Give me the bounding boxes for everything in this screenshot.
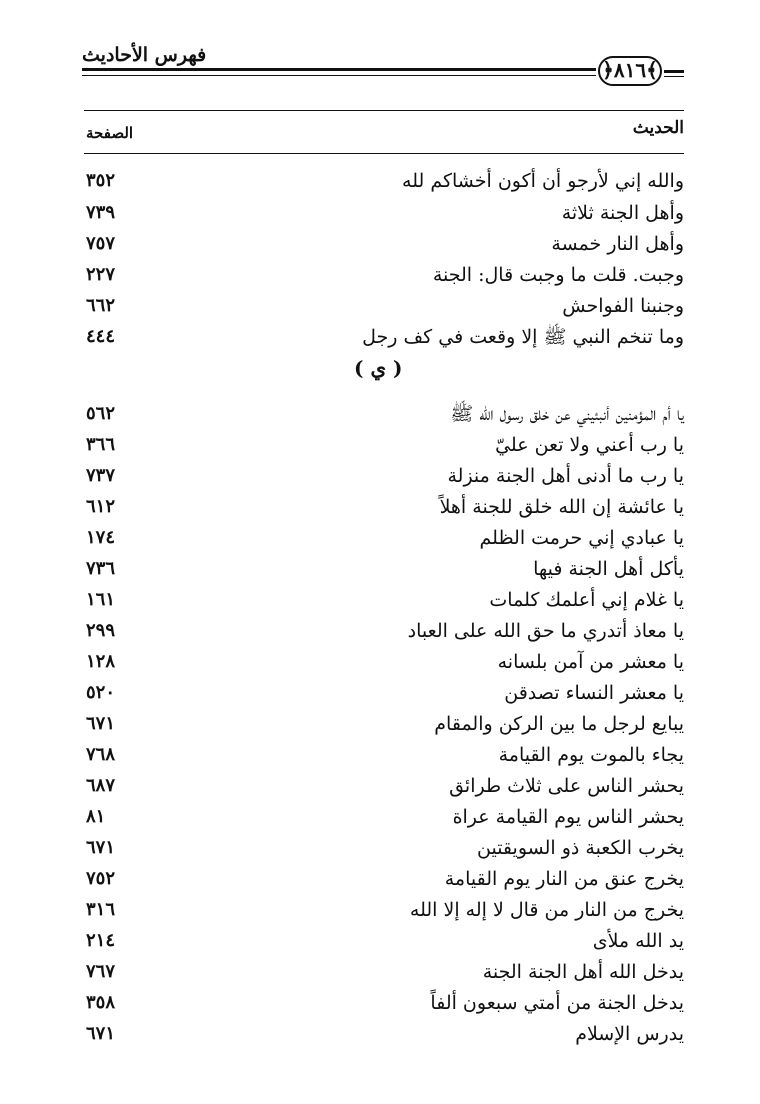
hadith-text: يا رب ما أدنى أهل الجنة منزلة <box>447 465 684 487</box>
page-ref: ٣١٦ <box>86 899 116 920</box>
page-ref: ٧٦٨ <box>86 744 116 765</box>
list-item <box>84 523 684 553</box>
page-ref: ٢١٤ <box>86 930 116 951</box>
page-ref: ١٢٨ <box>86 651 116 672</box>
hadith-text: يخرج من النار من قال لا إله إلا الله <box>409 899 684 921</box>
hadith-text: وما تنخم النبي ﷺ إلا وقعت في كف رجل <box>362 326 684 348</box>
page-ref: ٦٨٧ <box>86 775 116 796</box>
page-ref: ٨١ <box>86 806 106 827</box>
hadith-text: يا عبادي إني حرمت الظلم <box>479 527 684 549</box>
list-item <box>84 229 684 259</box>
hadith-text: وجنبنا الفواحش <box>562 295 684 317</box>
hadith-text: والله إني لأرجو أن أكون أخشاكم لله <box>402 170 684 192</box>
list-item <box>84 771 684 801</box>
hadith-text: يد الله ملأى <box>592 930 684 952</box>
page-ref: ٣٦٦ <box>86 434 116 455</box>
section-letter-heading: ( ي ) <box>354 356 403 380</box>
list-item <box>84 554 684 584</box>
hadith-text: وجبت. قلت ما وجبت قال: الجنة <box>432 264 684 286</box>
list-item <box>84 399 684 429</box>
list-item <box>84 833 684 863</box>
hadith-text: يأكل أهل الجنة فيها <box>533 558 684 580</box>
page-ref: ٦١٢ <box>86 496 116 517</box>
hadith-text: يخرج عنق من النار يوم القيامة <box>444 868 684 890</box>
page-ref: ٦٧١ <box>86 1023 116 1044</box>
list-item <box>84 166 684 196</box>
hadith-text: يا غلام إني أعلمك كلمات <box>489 589 684 611</box>
hadith-text: يدخل الجنة من أمتي سبعون ألفاً <box>430 992 684 1014</box>
hadith-text: يا معشر من آمن بلسانه <box>497 651 684 673</box>
list-item <box>84 926 684 956</box>
list-item <box>84 291 684 321</box>
list-item <box>84 322 684 352</box>
list-item <box>84 802 684 832</box>
hadith-text: يبايع لرجل ما بين الركن والمقام <box>434 713 684 735</box>
page-ref: ٥٦٢ <box>86 403 116 424</box>
column-header-page: الصفحة <box>86 124 134 142</box>
hadith-text: يحشر الناس يوم القيامة عراة <box>452 806 684 828</box>
hadith-text: يا معشر النساء تصدقن <box>504 682 684 704</box>
column-header-hadith: الحديث <box>632 118 684 138</box>
list-item <box>84 616 684 646</box>
page-ref: ٥٢٠ <box>86 682 116 703</box>
page-ref: ٣٥٨ <box>86 992 116 1013</box>
page-ref: ٦٧١ <box>86 713 116 734</box>
list-item <box>84 198 684 228</box>
page-number: ﴿٨١٦﴾ <box>598 56 662 86</box>
hadith-text: يدخل الله أهل الجنة الجنة <box>482 961 684 983</box>
hadith-text: يا عائشة إن الله خلق للجنة أهلاً <box>439 496 684 518</box>
list-item <box>84 585 684 615</box>
list-item <box>84 957 684 987</box>
page-ref: ١٦١ <box>86 589 116 610</box>
hadith-text: يدرس الإسلام <box>575 1023 684 1045</box>
hadith-text: وأهل النار خمسة <box>551 233 684 255</box>
list-item <box>84 260 684 290</box>
list-item <box>84 647 684 677</box>
hadith-text: يا أم المؤمنين أنبئيني عن خلق رسول الله ﷺ <box>450 403 684 425</box>
page-ref: ٢٩٩ <box>86 620 116 641</box>
page-ref: ٧٦٧ <box>86 961 116 982</box>
list-item <box>84 709 684 739</box>
list-item <box>84 988 684 1018</box>
page-ref: ٣٥٢ <box>86 170 116 191</box>
page-ref: ٧٣٩ <box>86 202 116 223</box>
page-ref: ٧٥٧ <box>86 233 116 254</box>
page-ref: ٦٦٢ <box>86 295 116 316</box>
hadith-text: يا معاذ أتدري ما حق الله على العباد <box>407 620 684 642</box>
list-item <box>84 430 684 460</box>
page-ref: ٦٧١ <box>86 837 116 858</box>
page-ref: ٧٣٧ <box>86 465 116 486</box>
page-ref: ١٧٤ <box>86 527 116 548</box>
list-item <box>84 678 684 708</box>
list-item <box>84 864 684 894</box>
hadith-text: يحشر الناس على ثلاث طرائق <box>449 775 684 797</box>
page-ref: ٤٤٤ <box>86 326 116 347</box>
page-ref: ٧٥٢ <box>86 868 116 889</box>
hadith-text: يجاء بالموت يوم القيامة <box>498 744 684 766</box>
hadith-text: وأهل الجنة ثلاثة <box>561 202 684 224</box>
running-title: فهرس الأحاديث <box>82 44 207 66</box>
hadith-text: يا رب أعني ولا تعن عليّ <box>495 434 684 456</box>
list-item <box>84 492 684 522</box>
list-item <box>84 461 684 491</box>
hadith-text: يخرب الكعبة ذو السويقتين <box>477 837 684 859</box>
list-item <box>84 1019 684 1049</box>
page-ref: ٧٣٦ <box>86 558 116 579</box>
list-item <box>84 740 684 770</box>
list-item <box>84 895 684 925</box>
page-ref: ٢٢٧ <box>86 264 116 285</box>
